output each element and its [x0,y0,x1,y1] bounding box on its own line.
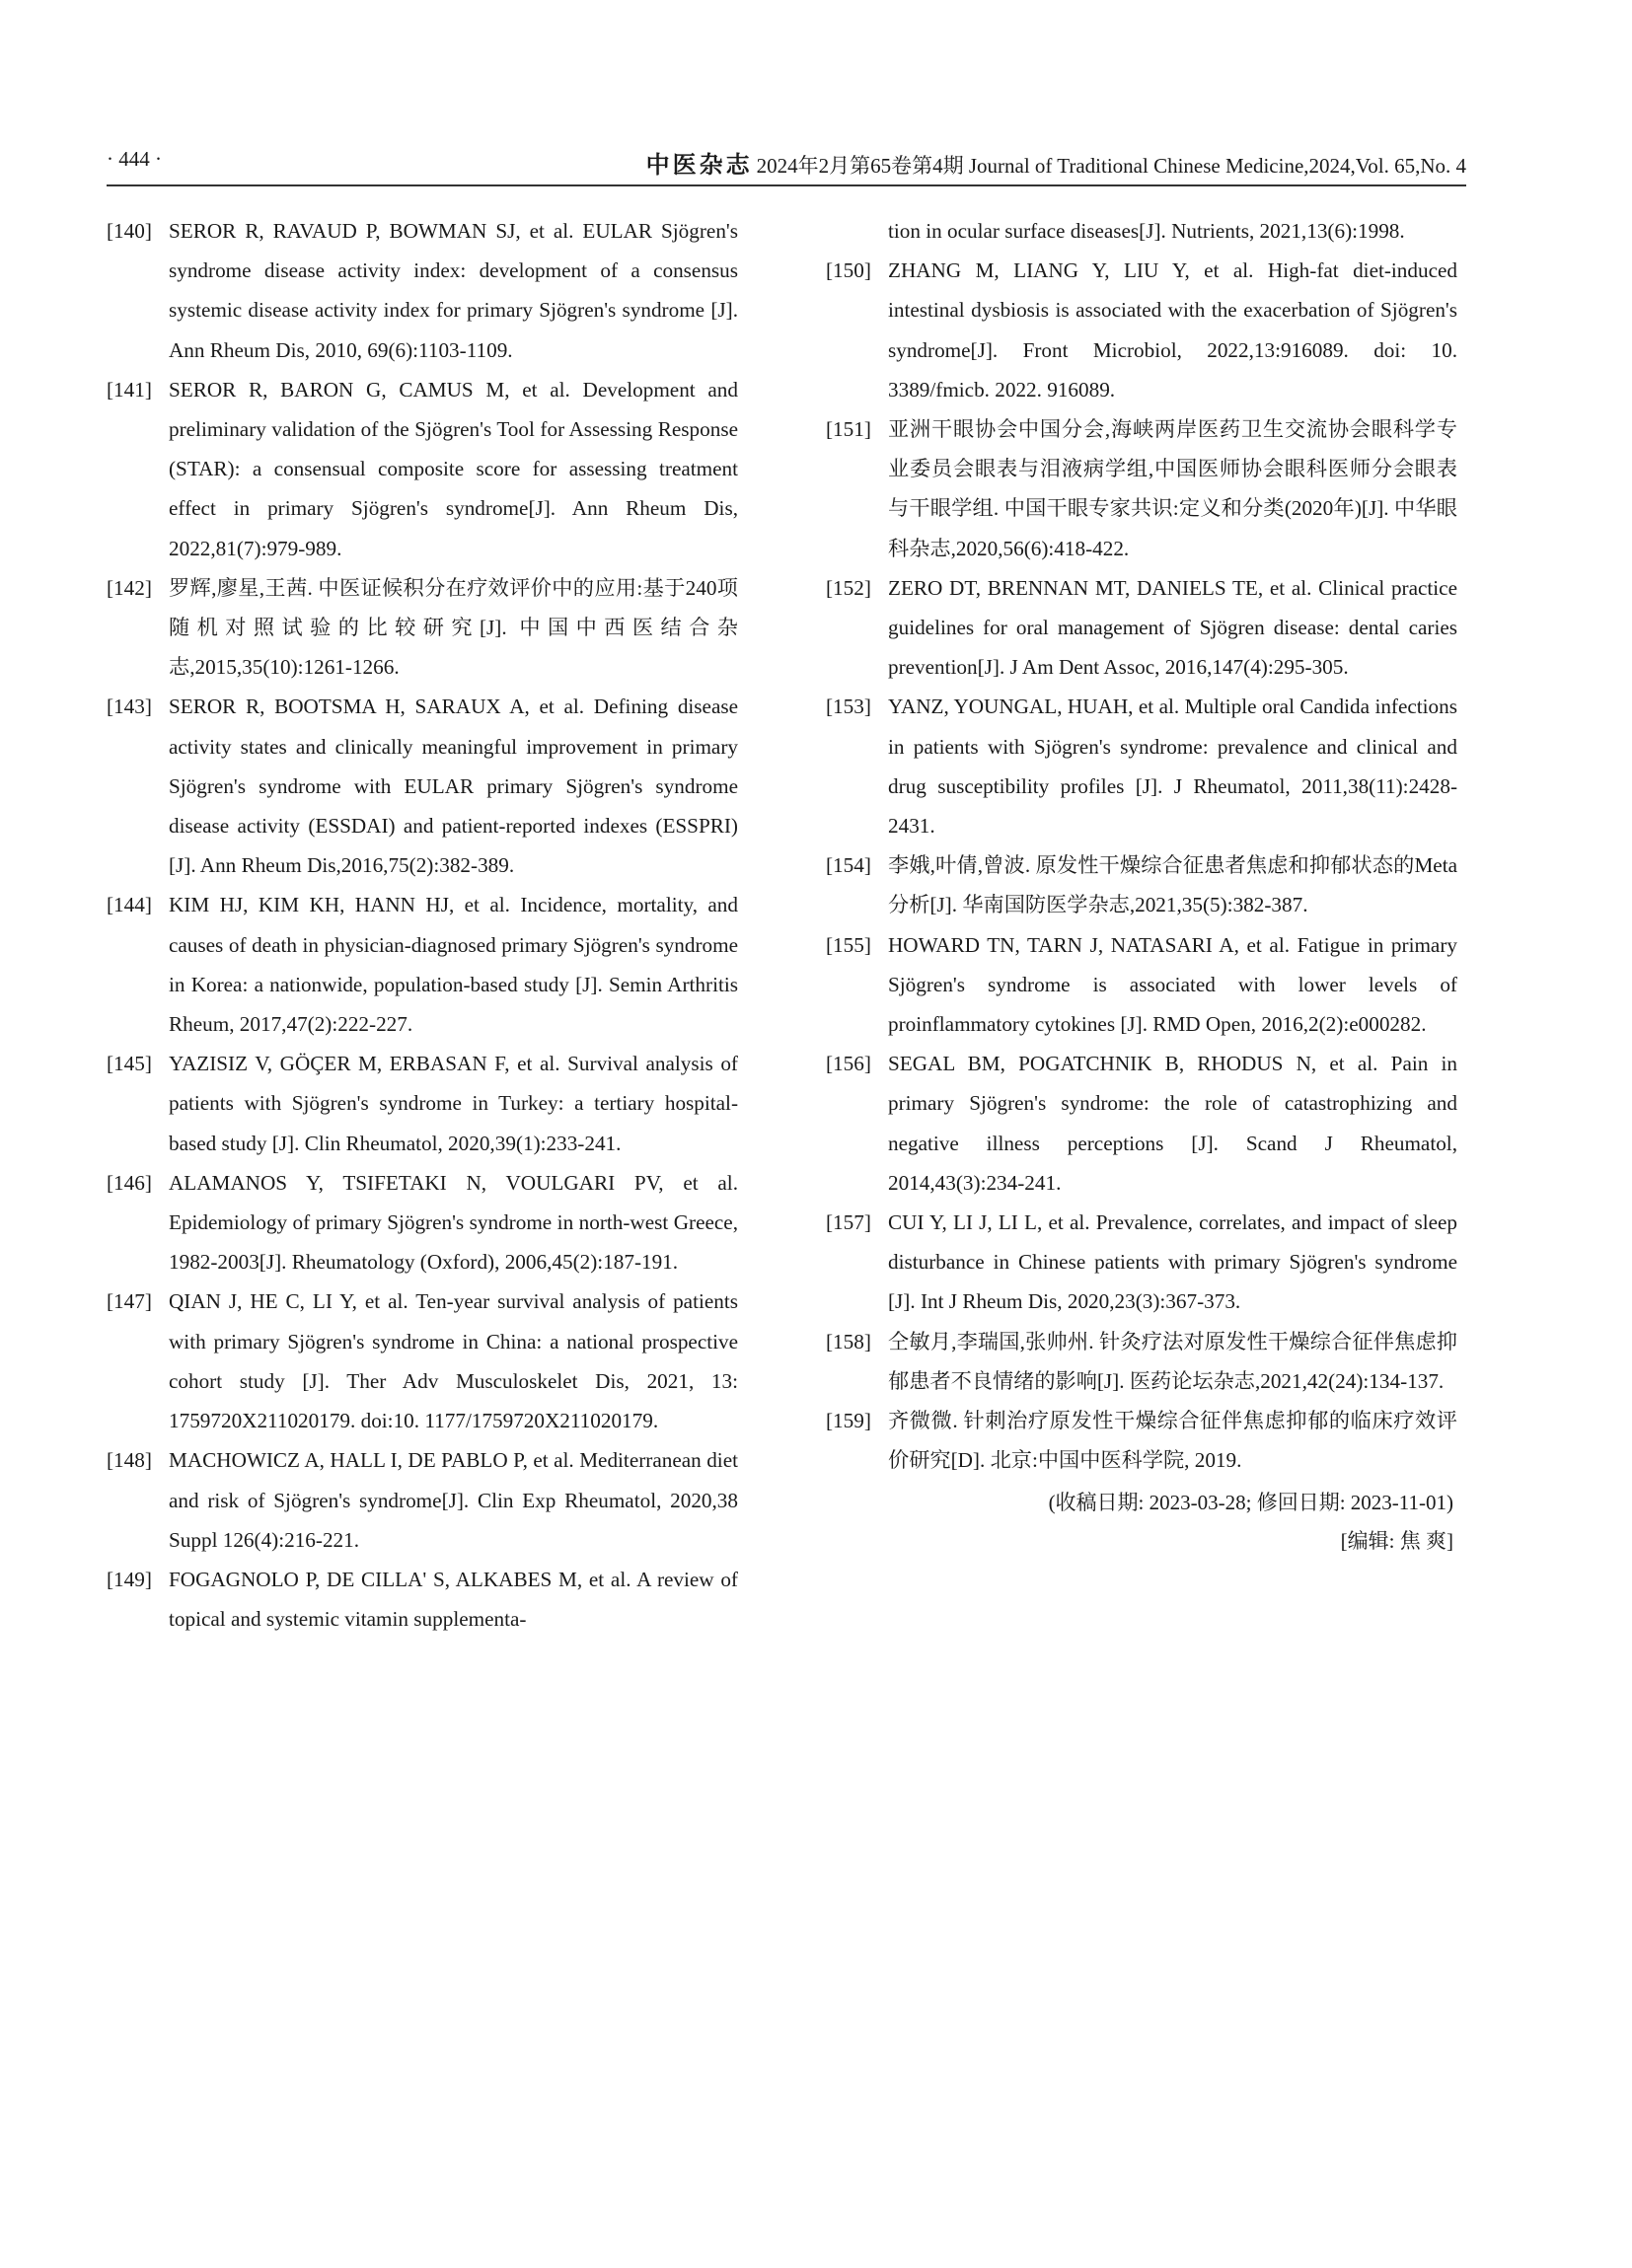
reference-item [826,251,1457,409]
reference-text: SEROR R, BOOTSMA H, SARAUX A, et al. Defining disease activity states and clinically meaningful improvement in primary Sjögren's syndrome with EULAR primary Sjögren's syndrome disease activity (ESSDAI) and patient-reported indexes (ESSPRI)[J]. Ann Rheum Dis,2016,75(2):382-389. [169,695,738,878]
reference-text: SEROR R, BARON G, CAMUS M, et al. Development and preliminary validation of the Sjögren's Tool for Assessing Response (STAR): a consensual composite score for assessing treatment effect in primary Sjögren's syndrome[J]. Ann Rheum Dis, 2022,81(7):979-989. [169,377,738,560]
reference-text: MACHOWICZ A, HALL I, DE PABLO P, et al. Mediterranean diet and risk of Sjögren's syndrome[J]. Clin Exp Rheumatol, 2020,38 Suppl 126(4):216-221. [169,1448,738,1552]
right-column [826,211,1457,1560]
reference-text: 齐微微. 针刺治疗原发性干燥综合征伴焦虑抑郁的临床疗效评价研究[D]. 北京:中国中医科学院, 2019. [888,1409,1457,1473]
reference-text: 仝敏月,李瑞国,张帅州. 针灸疗法对原发性干燥综合征伴焦虑抑郁患者不良情绪的影响[J]. 医药论坛杂志,2021,42(24):134-137. [888,1329,1457,1393]
reference-item [826,1322,1457,1401]
reference-text: KIM HJ, KIM KH, HANN HJ, et al. Incidence, mortality, and causes of death in physician-diagnosed primary Sjögren's syndrome in Korea: a nationwide, population-based study [J]. Semin Arthritis Rheum, 2017,47(2):222-227. [169,893,738,1037]
reference-item [107,885,738,1044]
reference-text: ZHANG M, LIANG Y, LIU Y, et al. High-fat diet-induced intestinal dysbiosis is associated with the exacerbation of Sjögren's syndrome[J]. Front Microbiol, 2022,13:916089. doi: 10. 3389/fmicb. 2022. 916089. [888,258,1457,402]
reference-number: [154] [826,853,871,878]
reference-number: [155] [826,932,871,957]
reference-item [107,211,738,370]
reference-item [826,1401,1457,1480]
reference-text: ALAMANOS Y, TSIFETAKI N, VOULGARI PV, et al. Epidemiology of primary Sjögren's syndrome in north-west Greece, 1982-2003[J]. Rheumatology (Oxford), 2006,45(2):187-191. [169,1170,738,1275]
reference-item [107,1560,738,1639]
reference-number: [150] [826,258,871,283]
reference-item [107,1044,738,1163]
reference-number: [141] [107,377,152,402]
reference-item [107,687,738,885]
reference-text: SEROR R, RAVAUD P, BOWMAN SJ, et al. EULAR Sjögren's syndrome disease activity index: development of a consensus systemic disease activity index for primary Sjögren's syndrome [J]. Ann Rheum Dis, 2010, 69(6):1103-1109. [169,219,738,362]
reference-text: 亚洲干眼协会中国分会,海峡两岸医药卫生交流协会眼科学专业委员会眼表与泪液病学组,中国医师协会眼科医师分会眼表与干眼学组. 中国干眼专家共识:定义和分类(2020年)[J]. 中华眼科杂志,2020,56(6):418-422. [888,417,1457,560]
reference-text: QIAN J, HE C, LI Y, et al. Ten-year survival analysis of patients with primary Sjögren's syndrome in China: a national prospective cohort study [J]. Ther Adv Musculoskelet Dis, 2021, 13: 1759720X211020179. doi:10. 1177/1759720X211020179. [169,1289,738,1433]
reference-item [826,1044,1457,1203]
reference-item [826,687,1457,845]
reference-item [826,845,1457,924]
reference-continuation: tion in ocular surface diseases[J]. Nutrients, 2021,13(6):1998. [888,219,1405,243]
reference-text: 罗辉,廖星,王茜. 中医证候积分在疗效评价中的应用:基于240项随机对照试验的比较研究[J]. 中国中西医结合杂志,2015,35(10):1261-1266. [169,575,738,680]
received-dates: (收稿日期: 2023-03-28; 修回日期: 2023-11-01) [1048,1490,1453,1514]
reference-number: [151] [826,417,871,442]
page-header [107,141,1466,181]
reference-number: [148] [107,1448,152,1473]
reference-item [826,925,1457,1045]
reference-number: [142] [107,575,152,600]
reference-number: [143] [107,695,152,719]
reference-number: [140] [107,219,152,243]
reference-number: [157] [826,1210,871,1235]
reference-number: [156] [826,1052,871,1076]
reference-number: [152] [826,575,871,600]
journal-name: 中医杂志 [645,151,753,179]
editor-credit: [编辑: 焦 爽] [1340,1528,1453,1553]
reference-item [107,370,738,568]
reference-number: [147] [107,1289,152,1314]
header-rule [107,184,1466,186]
reference-number: [158] [826,1329,871,1353]
reference-number: [146] [107,1170,152,1195]
reference-item [107,568,738,688]
reference-item [826,1203,1457,1322]
reference-text: SEGAL BM, POGATCHNIK B, RHODUS N, et al. Pain in primary Sjögren's syndrome: the role of catastrophizing and negative illness perceptions [J]. Scand J Rheumatol, 2014,43(3):234-241. [888,1052,1457,1195]
reference-text: YAZISIZ V, GÖÇER M, ERBASAN F, et al. Survival analysis of patients with Sjögren's syndrome in Turkey: a tertiary hospital-based study [J]. Clin Rheumatol, 2020,39(1):233-241. [169,1052,738,1155]
left-column [107,211,738,1639]
reference-item [826,568,1457,688]
running-title-text: 2024年2月第65卷第4期 Journal of Traditional Chinese Medicine,2024,Vol. 65,No. 4 [756,154,1466,178]
reference-text: HOWARD TN, TARN J, NATASARI A, et al. Fatigue in primary Sjögren's syndrome is associated with lower levels of proinflammatory cytokines [J]. RMD Open, 2016,2(2):e000282. [888,932,1457,1037]
reference-number: [149] [107,1567,152,1591]
reference-item [826,409,1457,568]
reference-item [107,1281,738,1440]
reference-number: [153] [826,695,871,719]
reference-text: ZERO DT, BRENNAN MT, DANIELS TE, et al. Clinical practice guidelines for oral management of Sjögren disease: dental caries prevention[J]. J Am Dent Assoc, 2016,147(4):295-305. [888,575,1457,680]
reference-text: YANZ, YOUNGAL, HUAH, et al. Multiple oral Candida infections in patients with Sjögren's syndrome: prevalence and clinical and drug susceptibility profiles [J]. J Rheumatol, 2011,38(11):2428-2431. [888,695,1457,839]
reference-text: FOGAGNOLO P, DE CILLA' S, ALKABES M, et al. A review of topical and systemic vitamin supplementa- [169,1567,738,1632]
reference-text: CUI Y, LI J, LI L, et al. Prevalence, correlates, and impact of sleep disturbance in Chinese patients with primary Sjögren's syndrome [J]. Int J Rheum Dis, 2020,23(3):367-373. [888,1210,1457,1314]
reference-number: [159] [826,1409,871,1433]
reference-number: [144] [107,893,152,917]
reference-text: 李娥,叶倩,曾波. 原发性干燥综合征患者焦虑和抑郁状态的Meta分析[J]. 华南国防医学杂志,2021,35(5):382-387. [888,853,1457,917]
reference-number: [145] [107,1052,152,1076]
page-number: · 444 · [107,147,162,171]
reference-item [107,1163,738,1282]
reference-item [107,1440,738,1560]
running-title [646,145,1466,180]
